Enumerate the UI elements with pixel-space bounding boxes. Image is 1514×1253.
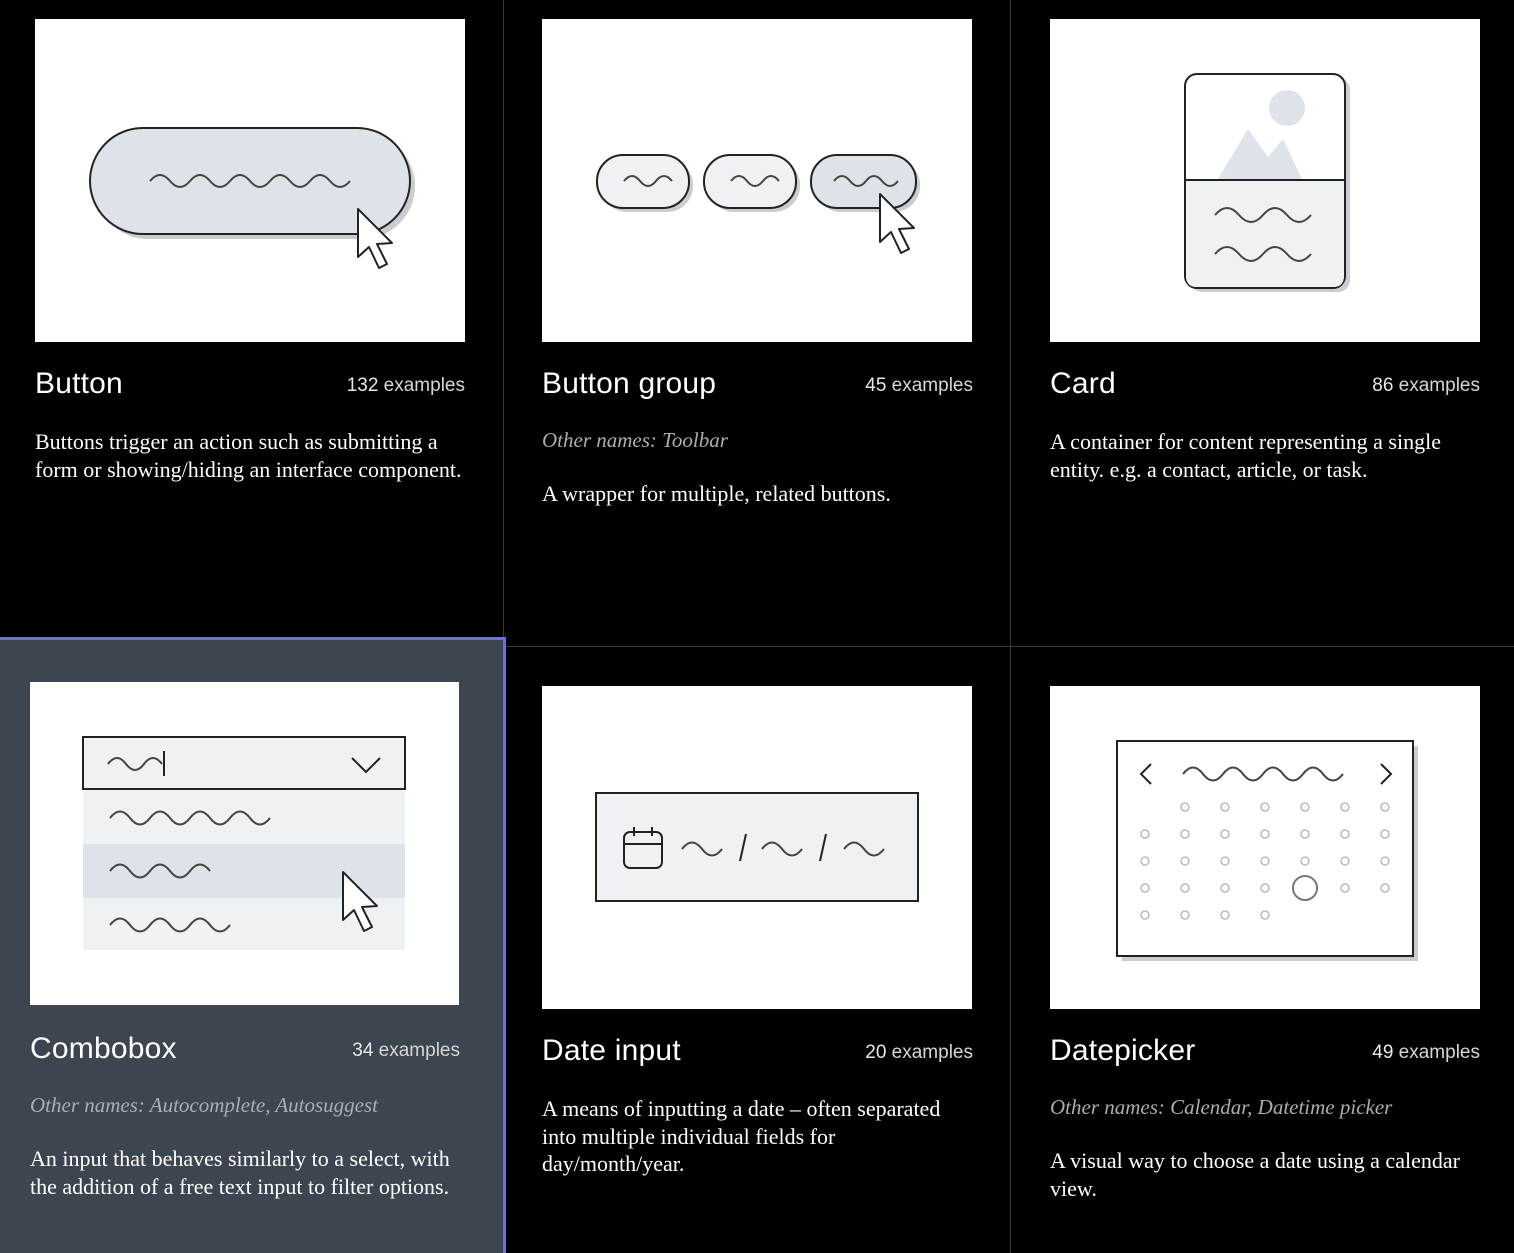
component-card-datepicker[interactable] xyxy=(1011,647,1514,1253)
card-title: Button xyxy=(35,367,123,400)
card-description: A visual way to choose a date using a calendar view. xyxy=(1050,1148,1460,1201)
example-count: 45 examples xyxy=(865,375,973,396)
component-card-combobox[interactable] xyxy=(0,637,506,1253)
combobox-illustration xyxy=(30,682,459,1005)
button-illustration xyxy=(35,19,465,342)
component-card-card[interactable] xyxy=(1011,0,1514,646)
example-count: 49 examples xyxy=(1372,1042,1480,1063)
other-names: Other names: Toolbar xyxy=(542,428,728,452)
card-description: A means of inputting a date – often separated into multiple individual fields for day/month/year. xyxy=(542,1096,941,1176)
card-title: Button group xyxy=(542,367,717,400)
card-title: Date input xyxy=(542,1034,681,1067)
card-title: Combobox xyxy=(30,1032,177,1065)
card-description: A container for content representing a single entity. e.g. a contact, article, or task. xyxy=(1050,429,1441,482)
card-title: Datepicker xyxy=(1050,1034,1196,1067)
example-count: 132 examples xyxy=(346,375,465,396)
datepicker-illustration xyxy=(1050,686,1480,1009)
other-names: Other names: Autocomplete, Autosuggest xyxy=(30,1093,379,1117)
card-illustration xyxy=(1050,19,1480,342)
example-count: 20 examples xyxy=(865,1042,973,1063)
button-group-illustration xyxy=(542,19,972,342)
card-description: Buttons trigger an action such as submitting a form or showing/hiding an interface component. xyxy=(35,429,462,482)
example-count: 86 examples xyxy=(1372,375,1480,396)
card-description: A wrapper for multiple, related buttons. xyxy=(542,481,891,506)
component-card-button[interactable] xyxy=(0,0,503,646)
card-description: An input that behaves similarly to a select, with the addition of a free text input to filter options. xyxy=(30,1146,450,1199)
other-names: Other names: Calendar, Datetime picker xyxy=(1050,1095,1393,1119)
card-title: Card xyxy=(1050,367,1116,400)
date-input-illustration xyxy=(542,686,972,1009)
component-card-date-input[interactable] xyxy=(504,647,1010,1253)
component-card-button-group[interactable] xyxy=(504,0,1010,646)
example-count: 34 examples xyxy=(352,1040,460,1061)
